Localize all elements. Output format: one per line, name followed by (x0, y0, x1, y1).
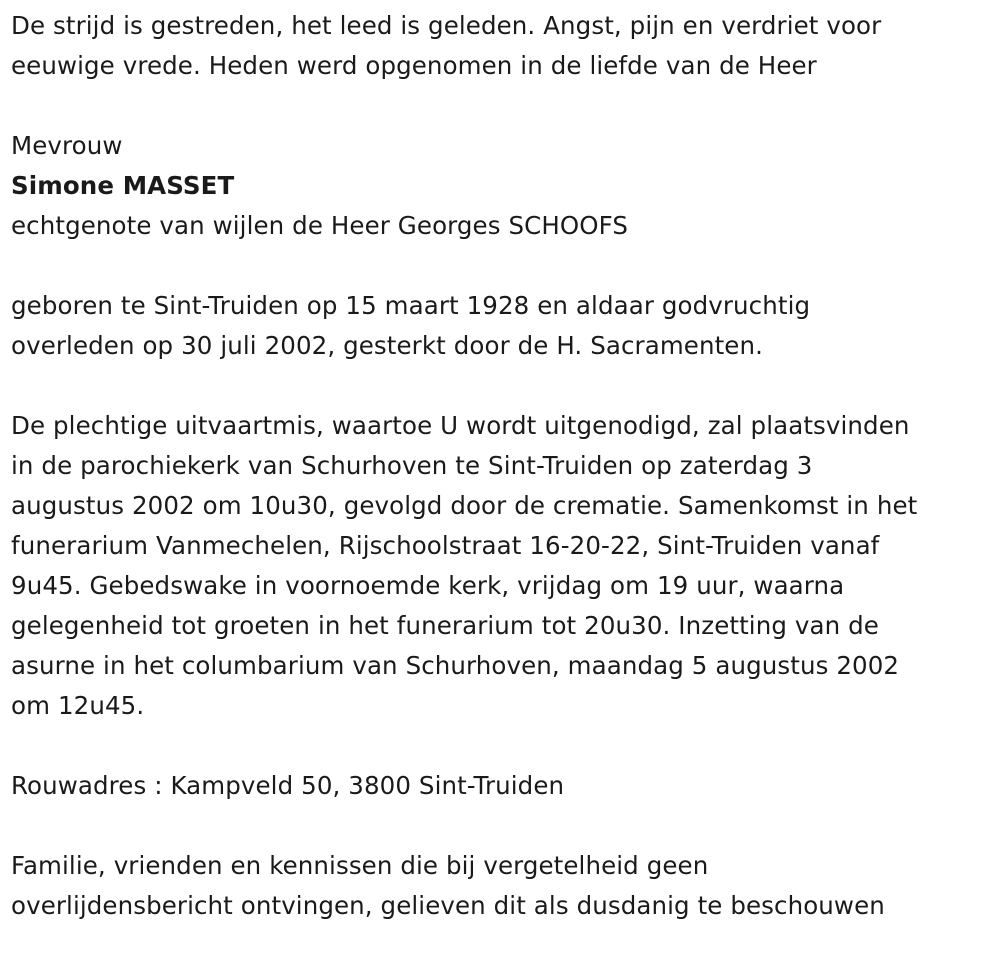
intro-line: De strijd is gestreden, het leed is geleden. Angst, pijn en verdriet voor (11, 11, 882, 40)
funeral-paragraph (11, 406, 991, 726)
deceased-name: Simone MASSET (11, 171, 235, 200)
address-paragraph (11, 766, 991, 806)
obituary-document (11, 6, 991, 926)
closing-line: Familie, vrienden en kennissen die bij vergetelheid geen (11, 851, 709, 880)
birth-death-paragraph (11, 286, 991, 366)
funeral-line: in de parochiekerk van Schurhoven te Sint-Truiden op zaterdag 3 (11, 451, 813, 480)
paragraph-spacer (11, 86, 991, 126)
deceased-block (11, 126, 991, 246)
funeral-line: De plechtige uitvaartmis, waartoe U wordt uitgenodigd, zal plaatsvinden (11, 411, 910, 440)
paragraph-spacer (11, 366, 991, 406)
honorific-title: Mevrouw (11, 131, 123, 160)
funeral-line: asurne in het columbarium van Schurhoven, maandag 5 augustus 2002 (11, 651, 900, 680)
paragraph-spacer (11, 246, 991, 286)
birth-death-line: geboren te Sint-Truiden op 15 maart 1928 en aldaar godvruchtig (11, 291, 811, 320)
paragraph-spacer (11, 726, 991, 766)
intro-line: eeuwige vrede. Heden werd opgenomen in de liefde van de Heer (11, 51, 817, 80)
funeral-line: augustus 2002 om 10u30, gevolgd door de crematie. Samenkomst in het (11, 491, 918, 520)
funeral-line: om 12u45. (11, 691, 145, 720)
birth-death-line: overleden op 30 juli 2002, gesterkt door de H. Sacramenten. (11, 331, 763, 360)
mourning-address: Rouwadres : Kampveld 50, 3800 Sint-Truiden (11, 771, 565, 800)
paragraph-spacer (11, 806, 991, 846)
closing-line: overlijdensbericht ontvingen, gelieven dit als dusdanig te beschouwen (11, 891, 885, 920)
funeral-line: gelegenheid tot groeten in het funerarium tot 20u30. Inzetting van de (11, 611, 879, 640)
closing-paragraph (11, 846, 991, 926)
spouse-line: echtgenote van wijlen de Heer Georges SCHOOFS (11, 211, 629, 240)
intro-paragraph (11, 6, 991, 86)
funeral-line: funerarium Vanmechelen, Rijschoolstraat 16-20-22, Sint-Truiden vanaf (11, 531, 880, 560)
funeral-line: 9u45. Gebedswake in voornoemde kerk, vrijdag om 19 uur, waarna (11, 571, 845, 600)
